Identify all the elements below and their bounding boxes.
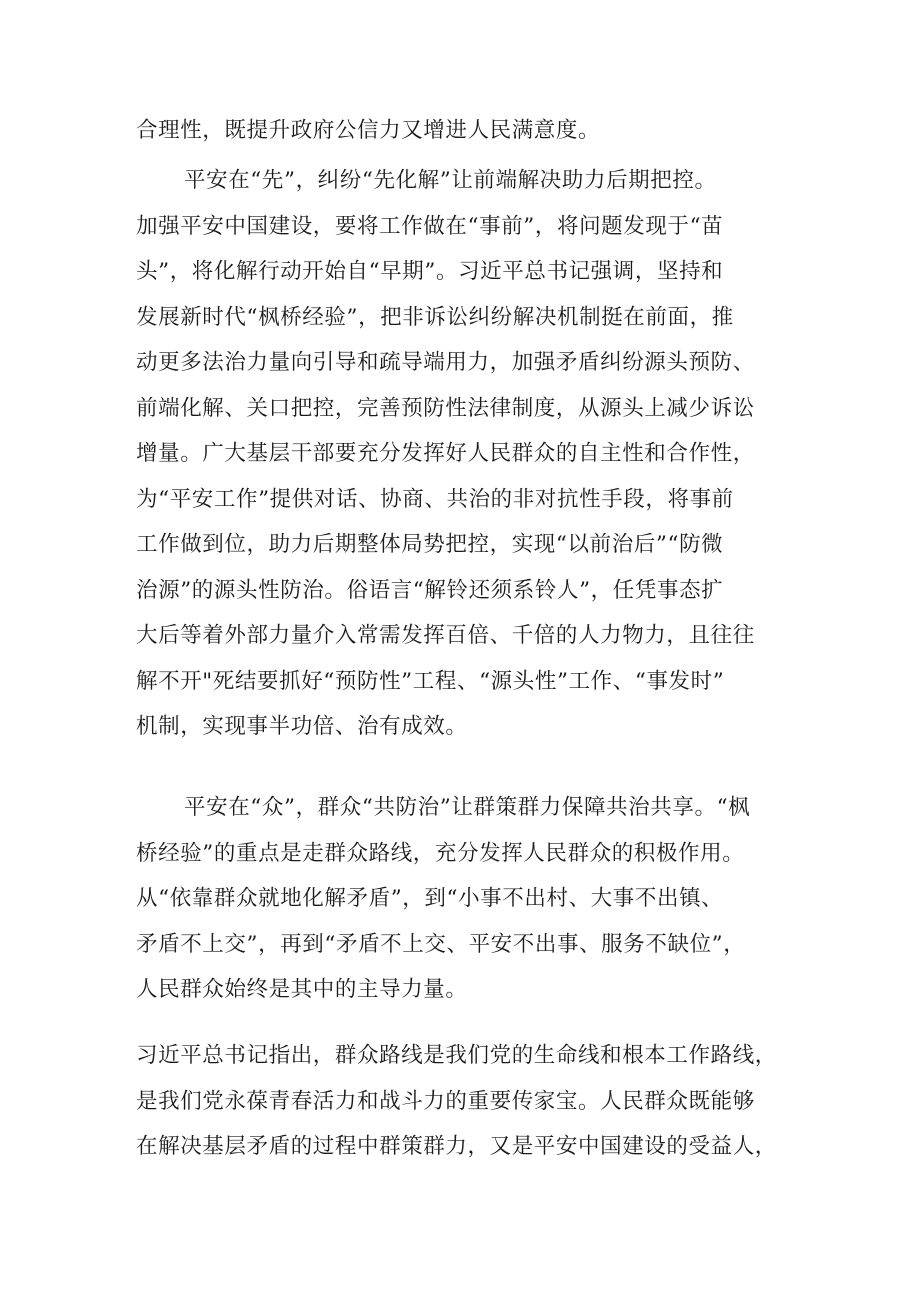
- text-line: 机制，实现事半功倍、治有成效。: [136, 714, 468, 739]
- text-line: 工作做到位，助力后期整体局势把控，实现“以前治后”“防微: [136, 532, 724, 557]
- text-line: 头”，将化解行动开始自“早期”。习近平总书记强调，坚持和: [136, 259, 724, 284]
- paragraph-mass-line: [136, 1033, 796, 1170]
- paragraph-continuation: [136, 108, 796, 154]
- text-line: 在解决基层矛盾的过程中群策群力，又是平安中国建设的受益人，: [136, 1134, 777, 1159]
- text-line: 解不开"死结要抓好“预防性”工程、“源头性”工作、“事发时”: [136, 668, 725, 694]
- paragraph-safety-masses: [136, 785, 796, 1013]
- text-line: 桥经验”的重点是走群众路线，充分发挥人民群众的积极作用。: [136, 840, 745, 866]
- text-line: 治源”的源头性防治。俗语言“解铃还须系铃人”，任凭事态扩: [136, 577, 724, 603]
- text-line: 大后等着外部力量介入常需发挥百倍、千倍的人力物力，且往往: [136, 623, 755, 648]
- text-line: 习近平总书记指出，群众路线是我们党的生命线和根本工作路线，: [136, 1043, 777, 1068]
- text-line: 人民群众始终是其中的主导力量。: [136, 977, 468, 1002]
- text-line: 为“平安工作”提供对话、协商、共治的非对抗性手段，将事前: [136, 486, 734, 512]
- text-line: 矛盾不上交”，再到“矛盾不上交、平安不出事、服务不缺位”，: [136, 931, 746, 957]
- paragraph-safety-first: [136, 158, 796, 750]
- text-line: 从“依靠群众就地化解矛盾”，到“小事不出村、大事不出镇、: [136, 886, 724, 911]
- text-line: 前端化解、关口把控，完善预防性法律制度，从源头上减少诉讼: [136, 395, 755, 421]
- text-line: 动更多法治力量向引导和疏导端用力，加强矛盾纠纷源头预防、: [136, 350, 755, 375]
- text-line: 是我们党永葆青春活力和战斗力的重要传家宝。人民群众既能够: [136, 1088, 755, 1114]
- text-line: 发展新时代“枫桥经验”，把非诉讼纠纷解决机制挺在前面，推: [136, 304, 734, 330]
- text-line: 平安在“先”，纠纷“先化解”让前端解决助力后期把控。: [184, 168, 717, 193]
- text-line: 增量。广大基层干部要充分发挥好人民群众的自主性和合作性，: [136, 441, 755, 466]
- text-line: 加强平安中国建设，要将工作做在“事前”，将问题发现于“苗: [136, 213, 724, 239]
- text-line: 平安在“众”，群众“共防治”让群策群力保障共治共享。“枫: [184, 795, 751, 820]
- text-line: 合理性，既提升政府公信力又增进人民满意度。: [136, 118, 601, 143]
